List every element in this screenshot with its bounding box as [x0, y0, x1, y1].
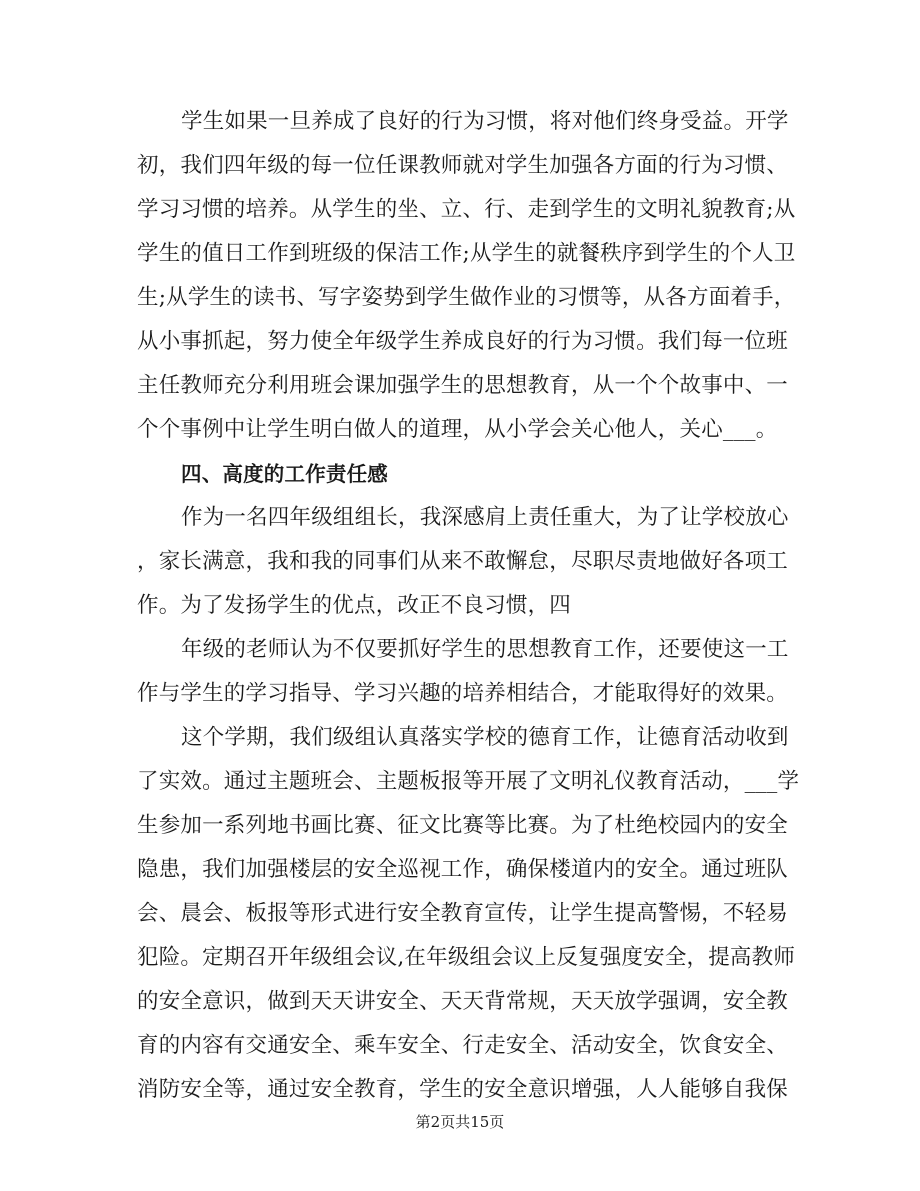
- body-text-line: 主任教师充分利用班会课加强学生的思想教育，从一个个故事中、一: [137, 373, 789, 398]
- body-text-line: 作为一名四年级组组长，我深感肩上责任重大，为了让学校放心: [181, 505, 789, 530]
- body-text-line: 这个学期，我们级组认真落实学校的德育工作，让德育活动收到: [181, 725, 789, 750]
- body-text-line: 了实效。通过主题班会、主题板报等开展了文明礼仪教育活动，___学: [137, 769, 800, 794]
- body-text-line: 犯险。定期召开年级组会议,在年级组会议上反复强度安全，提高教师: [137, 945, 796, 970]
- body-text-line: 初，我们四年级的每一位任课教师就对学生加强各方面的行为习惯、: [137, 153, 789, 178]
- body-text-line: 隐患，我们加强楼层的安全巡视工作，确保楼道内的安全。通过班队: [137, 857, 789, 882]
- section-heading: 四、高度的工作责任感: [181, 462, 388, 486]
- page-number-footer: 第2页共15页: [415, 1113, 505, 1131]
- body-text-line: 个个事例中让学生明白做人的道理，从小学会关心他人，关心___。: [137, 417, 778, 442]
- body-text-line: ，家长满意，我和我的同事们从来不敢懈怠，尽职尽责地做好各项工: [137, 549, 789, 574]
- body-text-line: 的安全意识，做到天天讲安全、天天背常规，天天放学强调，安全教: [137, 989, 789, 1014]
- body-text-line: 学生的值日工作到班级的保洁工作;从学生的就餐秩序到学生的个人卫: [137, 241, 796, 266]
- body-text-line: 年级的老师认为不仅要抓好学生的思想教育工作，还要使这一工: [181, 637, 789, 662]
- body-text-line: 育的内容有交通安全、乘车安全、行走安全、活动安全，饮食安全、: [137, 1033, 789, 1058]
- body-text-line: 作与学生的学习指导、学习兴趣的培养相结合，才能取得好的效果。: [137, 681, 789, 706]
- body-text-line: 从小事抓起，努力使全年级学生养成良好的行为习惯。我们每一位班: [137, 329, 789, 354]
- body-text-line: 生参加一系列地书画比赛、征文比赛等比赛。为了杜绝校园内的安全: [137, 813, 789, 838]
- body-text-line: 学习习惯的培养。从学生的坐、立、行、走到学生的文明礼貌教育;从: [137, 197, 796, 222]
- body-text-line: 学生如果一旦养成了良好的行为习惯，将对他们终身受益。开学: [181, 109, 789, 134]
- body-text-line: 生;从学生的读书、写字姿势到学生做作业的习惯等，从各方面着手，: [137, 285, 796, 310]
- body-text-line: 会、晨会、板报等形式进行安全教育宣传，让学生提高警惕，不轻易: [137, 901, 789, 926]
- body-text-line: 消防安全等，通过安全教育，学生的安全意识增强，人人能够自我保: [137, 1077, 789, 1102]
- body-text-line: 作。为了发扬学生的优点，改正不良习惯，四: [137, 593, 572, 618]
